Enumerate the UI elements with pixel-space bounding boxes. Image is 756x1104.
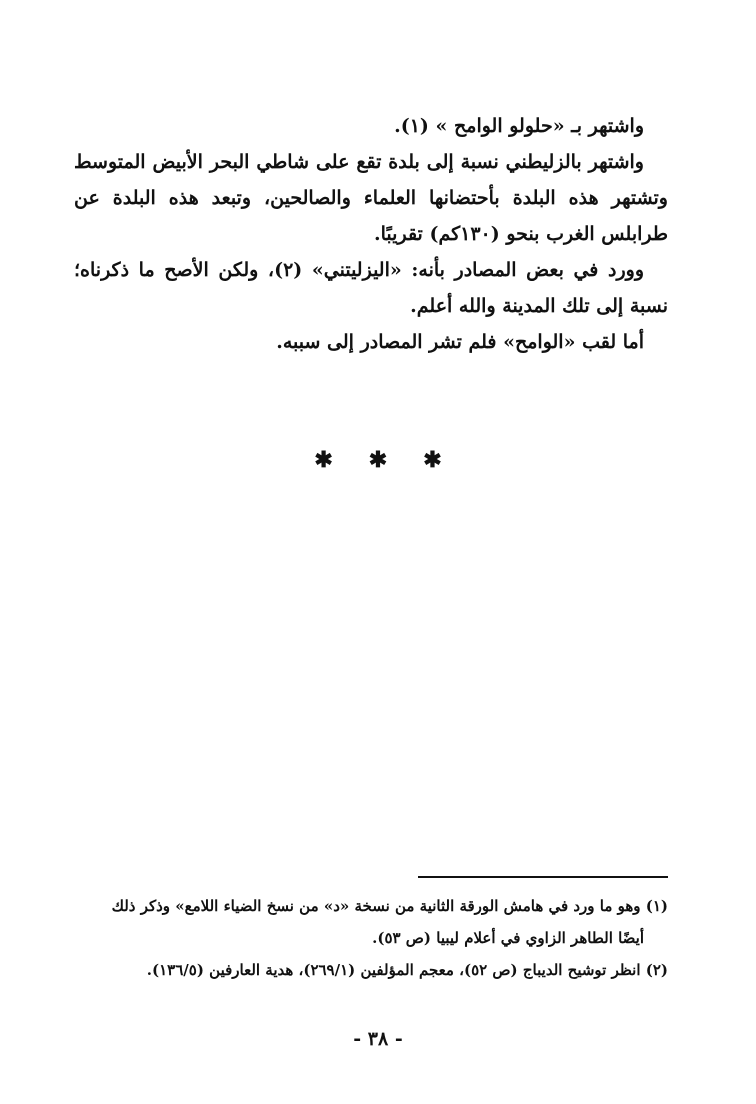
separator-star: ✱ xyxy=(314,447,333,473)
footnote-1-line-1: (١) وهو ما ورد في هامش الورقة الثانية من نسخة «د» من نسخ الضياء اللامع» وذكر ذلك xyxy=(111,897,668,915)
page-number: - ٣٨ - xyxy=(353,1028,403,1050)
paragraph-wamih-title: أما لقب «الوامح» فلم تشر المصادر إلى سببه. xyxy=(276,331,644,353)
section-separator xyxy=(0,446,756,474)
footnote-divider xyxy=(418,876,668,878)
paragraph-yazliteni-variant: وورد في بعض المصادر بأنه: «اليزليتني» (٢)، ولكن الأصح ما ذكرناه؛ نسبة إلى تلك المدينة والله أعلم. xyxy=(74,259,668,317)
separator-star: ✱ xyxy=(368,447,388,473)
paragraph-nickname: واشتهر بـ «حلولو الوامح » (١). xyxy=(394,115,644,137)
footnote-2: (٢) انظر توشيح الديباج (ص ٥٢)، معجم المؤلفين (٢٦٩/١)، هدية العارفين (١٣٦/٥). xyxy=(146,961,668,979)
main-text xyxy=(74,108,668,360)
footnote-1-line-2: أيضًا الطاهر الزاوي في أعلام ليبيا (ص ٥٣). xyxy=(372,929,644,947)
separator-star: ✱ xyxy=(423,447,442,473)
paragraph-zliten-origin: واشتهر بالزليطني نسبة إلى بلدة تقع على شاطي البحر الأبيض المتوسط وتشتهر هذه البلدة بأحتضانها العلماء والصالحين، وتبعد هذه البلدة عن طرابلس الغرب بنحو (١٣٠كم) تقريبًا. xyxy=(74,151,668,245)
footnotes xyxy=(74,890,668,986)
